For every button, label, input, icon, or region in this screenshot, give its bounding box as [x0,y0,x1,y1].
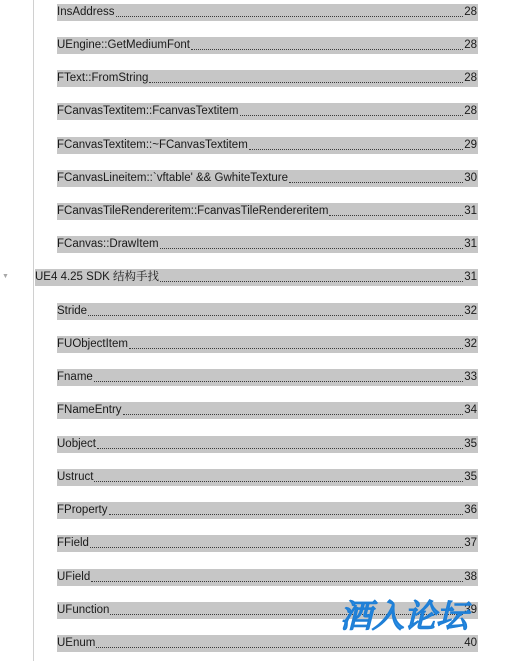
toc-entry-title: FField [57,537,89,549]
collapse-arrow-icon[interactable]: ▼ [2,273,9,280]
toc-dot-leader [94,480,463,482]
toc-dot-leader [289,181,463,183]
toc-entry-title: InsAddress [57,6,115,18]
toc-entry-page-number: 28 [464,6,477,18]
toc-entry-page-number: 35 [464,471,477,483]
toc-entry-page-number: 33 [464,371,477,383]
toc-entry-title: UFunction [57,604,110,616]
toc-entry[interactable] [57,436,478,453]
toc-dot-leader [109,513,464,515]
toc-entry-page-number: 28 [464,105,477,117]
toc-entry[interactable] [57,303,478,320]
toc-entry[interactable] [57,535,478,552]
toc-entry[interactable] [57,402,478,419]
toc-entry-page-number: 37 [464,537,477,549]
toc-entry-page-number: 30 [464,172,477,184]
toc-entry-page-number: 40 [464,637,477,649]
toc-entry-title: Stride [57,305,88,317]
toc-dot-leader [123,413,464,415]
toc-entry[interactable] [57,569,478,586]
toc-dot-leader [149,81,463,83]
toc-entry-page-number: 38 [464,571,477,583]
toc-entry[interactable] [57,469,478,486]
watermark-text: 酒入论坛 [340,597,469,635]
toc-dot-leader [116,15,464,17]
toc-dot-leader [94,380,463,382]
toc-dot-leader [91,580,463,582]
page-margin-line [33,0,34,661]
toc-entry-page-number: 34 [464,404,477,416]
toc-entry-page-number: 31 [464,238,477,250]
toc-entry-page-number: 31 [464,205,477,217]
toc-entry-title: FCanvasTextitem::FcanvasTextitem [57,105,239,117]
toc-dot-leader [90,546,463,548]
toc-entry[interactable] [57,635,478,652]
toc-entry-title: UEnum [57,637,96,649]
toc-entry-page-number: 31 [464,271,477,283]
toc-entry-page-number: 35 [464,438,477,450]
toc-entry-page-number: 36 [464,504,477,516]
toc-dot-leader [160,247,464,249]
toc-entry-page-number: 39 [464,604,477,616]
toc-entry-title: Uobject [57,438,96,450]
toc-entry-title: FNameEntry [57,404,122,416]
toc-entry-title: FCanvas::DrawItem [57,238,159,250]
toc-dot-leader [129,347,463,349]
toc-entry[interactable] [57,369,478,386]
toc-entry[interactable] [57,103,478,120]
toc-entry-page-number: 28 [464,39,477,51]
toc-entry[interactable] [57,70,478,87]
toc-entry-title: FUObjectItem [57,338,128,350]
toc-entry-page-number: 29 [464,139,477,151]
toc-entry-title: FProperty [57,504,108,516]
toc-entry-page-number: 32 [464,305,477,317]
toc-dot-leader [329,214,463,216]
toc-entry-title: UEngine::GetMediumFont [57,39,190,51]
toc-entry[interactable] [57,236,478,253]
toc-entry-title: UE4 4.25 SDK 结构手找 [35,271,159,283]
toc-entry-page-number: 28 [464,72,477,84]
toc-entry-page-number: 32 [464,338,477,350]
toc-dot-leader [88,314,463,316]
toc-entry[interactable] [57,170,478,187]
toc-dot-leader [191,48,463,50]
toc-entry-title: Fname [57,371,93,383]
toc-dot-leader [97,447,463,449]
toc-entry-title: FText::FromString [57,72,149,84]
toc-dot-leader [240,114,464,116]
toc-entry-title: FCanvasTextitem::~FCanvasTextitem [57,139,248,151]
toc-entry-title: Ustruct [57,471,94,483]
toc-dot-leader [96,646,463,648]
toc-entry-title: FCanvasTileRendereritem::FcanvasTileRendereritem [57,205,329,217]
toc-entry-title: FCanvasLineitem::`vftable' && GwhiteTexture [57,172,289,184]
toc-entry[interactable] [57,137,478,154]
toc-entry[interactable] [57,4,478,21]
toc-entry[interactable] [57,203,478,220]
toc-dot-leader [160,280,463,282]
toc-entry[interactable] [57,502,478,519]
watermark-logo [340,595,500,635]
toc-entry[interactable] [57,37,478,54]
toc-dot-leader [249,148,463,150]
toc-entry[interactable] [57,336,478,353]
toc-entry-title: UField [57,571,91,583]
toc-entry[interactable] [35,269,478,286]
